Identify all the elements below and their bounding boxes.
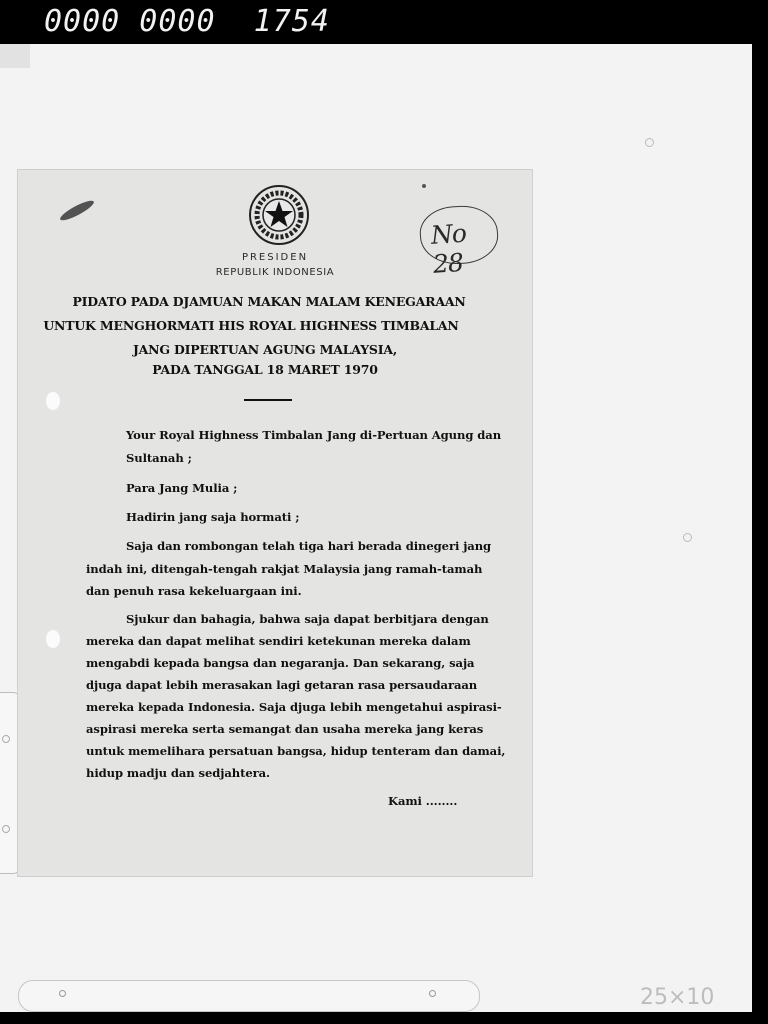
paragraph-line: indah ini, ditengah-tengah rakjat Malaysia jang ramah-tamah [86, 562, 483, 576]
paragraph-line: Sjukur dan bahagia, bahwa saja dapat berbitjara dengan [126, 612, 489, 626]
punch-hole [46, 630, 60, 648]
bar-dot [429, 990, 436, 997]
backing-shade [0, 44, 30, 68]
registration-dot [645, 138, 654, 147]
paragraph-line: mereka kepada Indonesia. Saja djuga lebih mengetahui aspirasi- [86, 700, 502, 714]
paragraph-line: untuk memelihara persatuan bangsa, hidup tenteram dan damai, [86, 744, 506, 758]
registration-dot [683, 533, 692, 542]
punch-hole [46, 392, 60, 410]
document-page [18, 170, 532, 876]
paragraph-line: Saja dan rombongan telah tiga hari berada dinegeri jang [126, 539, 492, 553]
title-line: PADA TANGGAL 18 MARET 1970 [152, 362, 378, 377]
continuation-marker: Kami ........ [388, 794, 458, 808]
salutation-line: Hadirin jang saja hormati ; [126, 510, 300, 524]
paragraph-line: mereka dan dapat melihat sendiri ketekunan mereka dalam [86, 634, 471, 648]
frame-number: 0000 0000 1754 [44, 4, 330, 39]
salutation-line: Your Royal Highness Timbalan Jang di-Pertuan Agung dan [126, 428, 502, 442]
ink-smudge [58, 198, 96, 224]
paragraph-line: dan penuh rasa kekeluargaan ini. [86, 584, 302, 598]
salutation-line: Para Jang Mulia ; [126, 481, 238, 495]
paragraph-line: djuga dapat lebih merasakan lagi getaran rasa persaudaraan [86, 678, 478, 692]
tab-dot [2, 735, 10, 743]
ink-speck [422, 184, 426, 188]
garuda-emblem-icon [248, 184, 310, 246]
bottom-bar [18, 980, 480, 1012]
title-rule [244, 399, 292, 401]
letterhead-line1: PRESIDEN [241, 252, 309, 263]
paragraph-line: hidup madju dan sedjahtera. [86, 766, 270, 780]
title-line: JANG DIPERTUAN AGUNG MALAYSIA, [132, 342, 398, 357]
paragraph-line: mengabdi kepada bangsa dan negaranja. Dan sekarang, saja [86, 656, 475, 670]
film-header [0, 0, 768, 44]
title-line: PIDATO PADA DJAMUAN MAKAN MALAM KENEGARAAN [72, 294, 466, 309]
title-line: UNTUK MENGHORMATI HIS ROYAL HIGHNESS TIMBALAN [43, 318, 459, 333]
tab-dot [2, 825, 10, 833]
salutation-line: Sultanah ; [126, 451, 192, 465]
reduction-mark: 25×10 [640, 985, 715, 1010]
bar-dot [59, 990, 66, 997]
letterhead-line2: REPUBLIK INDONESIA [215, 267, 335, 278]
paragraph-line: aspirasi mereka serta semangat dan usaha mereka jang keras [86, 722, 484, 736]
stamp-text: No 28 [429, 218, 467, 279]
